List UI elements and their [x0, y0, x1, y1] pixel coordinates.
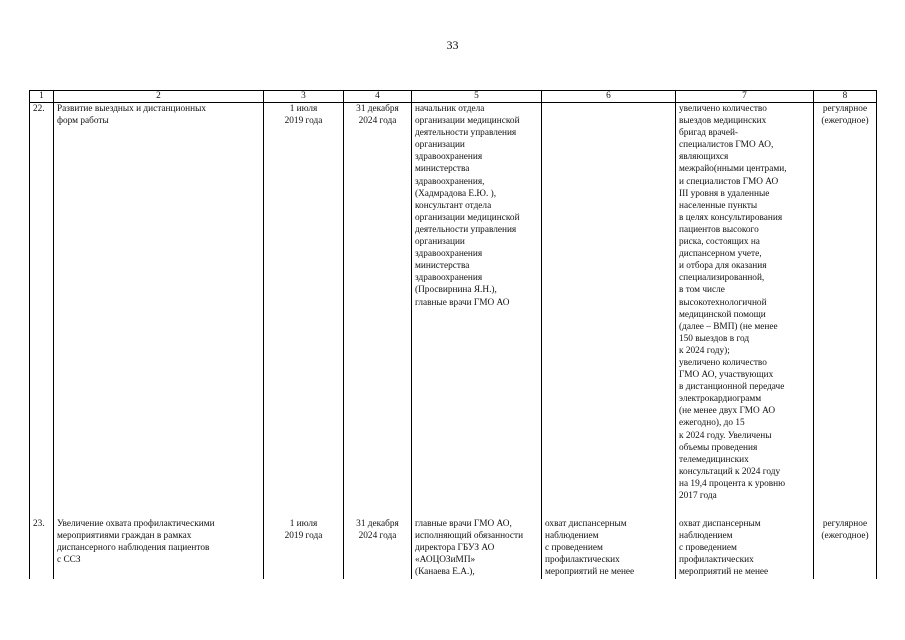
end-date: 31 декабря 2024 года [344, 103, 412, 503]
spacer-cell [676, 502, 814, 518]
spacer-cell [542, 502, 676, 518]
column-header-3: 3 [264, 91, 344, 103]
frequency: регулярное (ежегодное) [814, 103, 877, 503]
column-header-6: 6 [542, 91, 676, 103]
target-indicator [542, 103, 676, 503]
spacer-cell [412, 502, 542, 518]
row-number: 23. [30, 518, 54, 578]
end-date: 31 декабря 2024 года [344, 518, 412, 578]
target-indicator: охват диспансерным наблюдением с проведением профилактических мероприятий не менее [542, 518, 676, 578]
column-header-8: 8 [814, 91, 877, 103]
table-row [30, 103, 877, 503]
column-header-2: 2 [54, 91, 264, 103]
column-header-7: 7 [676, 91, 814, 103]
page-number: 33 [446, 38, 459, 52]
row-spacer [30, 502, 877, 518]
start-date: 1 июля 2019 года [264, 518, 344, 578]
expected-result: увеличено количество выездов медицинских бригад врачей- специалистов ГМО АО, являющихся межрайо(нными центрами, и специалистов ГМО АО III уровня в удаленные населенные пункты в целях консультирования пациентов высокого риска, состоящих на диспансерном учете, и отбора для оказания специализированной, в том числе высокотехнологичной медицинской помощи (далее – ВМП) (не менее 150 выездов в год к 2024 году); увеличено количество ГМО АО, участвующих в дистанционной передаче электрокардиограмм (не менее двух ГМО АО ежегодно), до 15 к 2024 году. Увеличены объемы проведения телемедицинских консультаций к 2024 году на 19,4 процента к уровню 2017 года [676, 103, 814, 503]
column-header-1: 1 [30, 91, 54, 103]
row-number: 22. [30, 103, 54, 503]
spacer-cell [264, 502, 344, 518]
spacer-cell [814, 502, 877, 518]
table-header-row [30, 91, 877, 103]
spacer-cell [344, 502, 412, 518]
measure-title: Развитие выездных и дистанционных форм работы [54, 103, 264, 503]
start-date: 1 июля 2019 года [264, 103, 344, 503]
spacer-cell [54, 502, 264, 518]
measure-title: Увеличение охвата профилактическими мероприятиями граждан в рамках диспансерного наблюдения пациентов с ССЗ [54, 518, 264, 578]
responsible-persons: главные врачи ГМО АО, исполняющий обязанности директора ГБУЗ АО «АОЦОЗиМП» (Канаева Е.А.), [412, 518, 542, 578]
table-row [30, 518, 877, 578]
spacer-cell [30, 502, 54, 518]
column-header-4: 4 [344, 91, 412, 103]
measures-table [29, 90, 877, 579]
responsible-persons: начальник отдела организации медицинской деятельности управления организации здравоохранения министерства здравоохранения, (Хадмрадова Е.Ю. ), консультант отдела организации медицинской деятельности управления организации здравоохранения министерства здравоохранения (Просвирнина Я.Н.), главные врачи ГМО АО [412, 103, 542, 503]
column-header-5: 5 [412, 91, 542, 103]
frequency: регулярное (ежегодное) [814, 518, 877, 578]
expected-result: охват диспансерным наблюдением с проведением профилактических мероприятий не менее [676, 518, 814, 578]
